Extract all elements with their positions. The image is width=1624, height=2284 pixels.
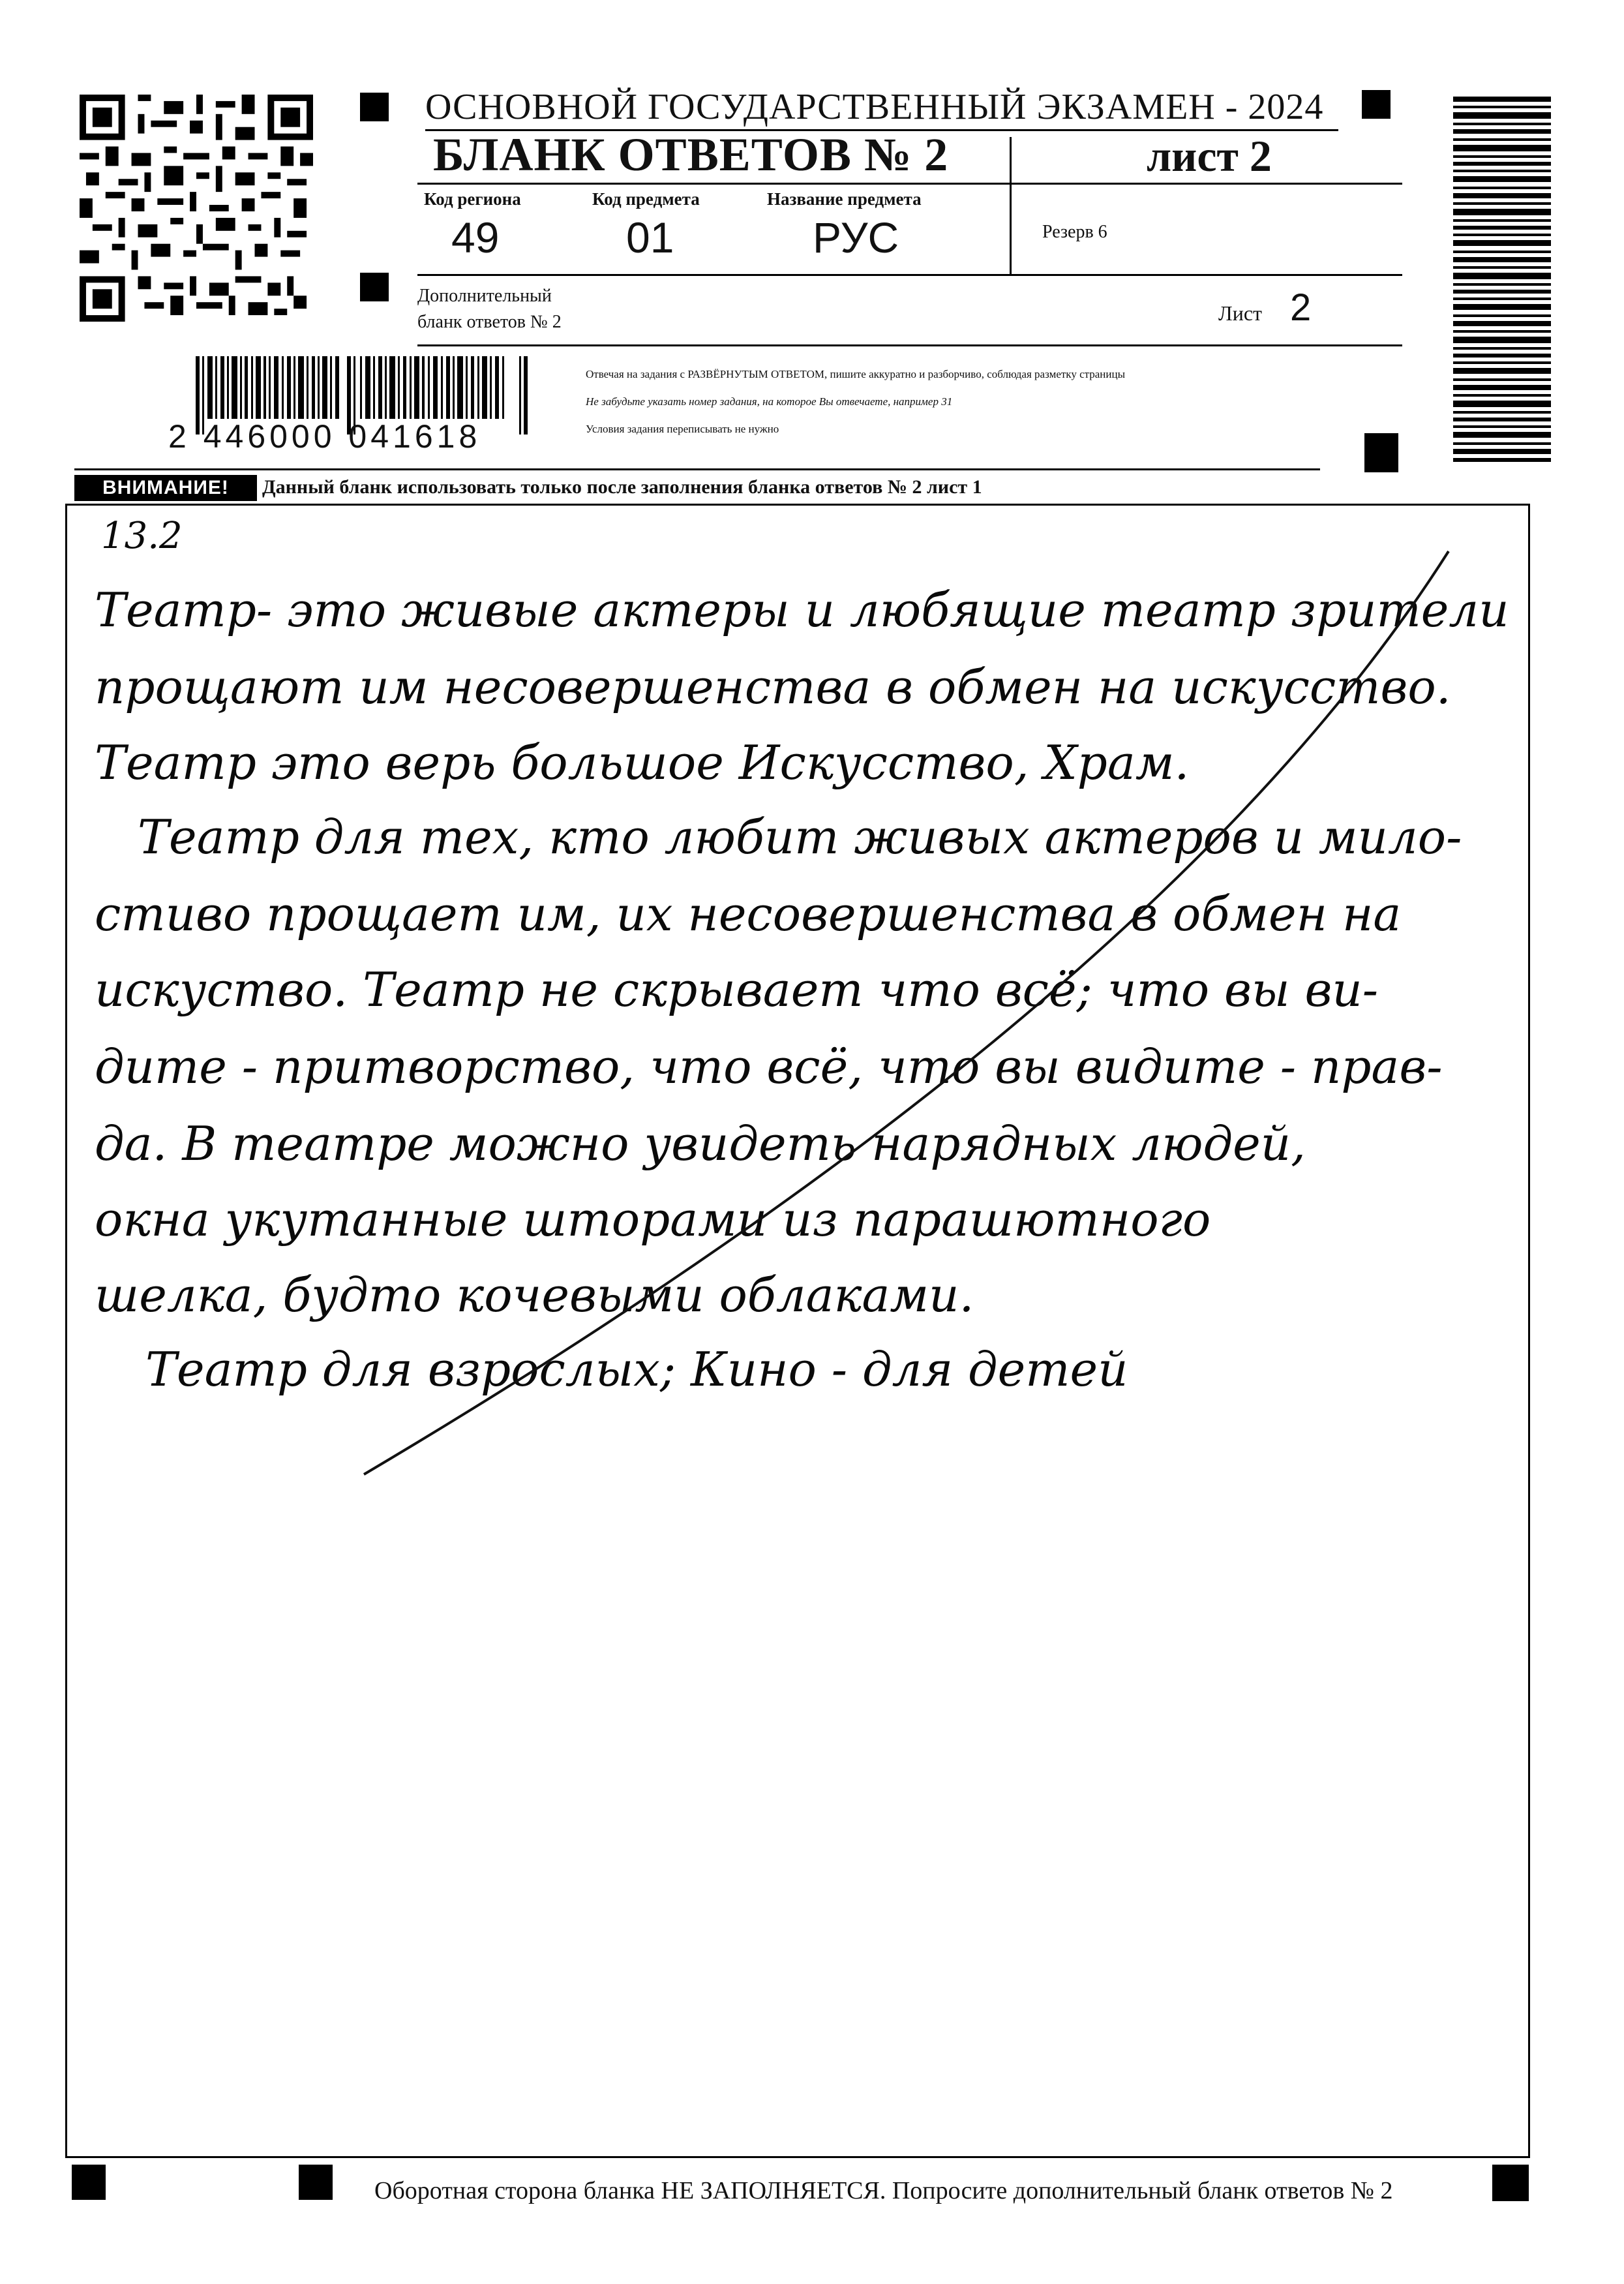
warning-badge: ВНИМАНИЕ! bbox=[74, 475, 257, 501]
task-number: 13.2 bbox=[101, 515, 183, 557]
answer-line-10: шелка, будто кочевыми облаками. bbox=[95, 1268, 974, 1322]
registration-mark-top-left bbox=[360, 93, 389, 121]
additional-form-label-line1: Дополнительный bbox=[417, 286, 552, 306]
registration-mark-bottom-right bbox=[1492, 2165, 1529, 2201]
answer-line-7: дите - притворство, что всё, что вы видите - прав- bbox=[95, 1039, 1443, 1094]
answer-line-3: Театр это верь большое Искусство, Храм. bbox=[95, 735, 1190, 790]
registration-mark-bottom-left bbox=[72, 2165, 106, 2200]
header-rule-bottom bbox=[74, 468, 1320, 470]
answer-line-4: Театр для тех, кто любит живых актеров и мило- bbox=[138, 810, 1462, 864]
instructions-line-3: Условия задания переписывать не нужно bbox=[586, 423, 779, 435]
header-rule-1 bbox=[417, 183, 1402, 185]
instructions-line-1: Отвечая на задания с РАЗВЁРНУТЫМ ОТВЕТОМ, пишите аккуратно и разборчиво, соблюдая разметку страницы bbox=[586, 368, 1126, 380]
header-rule-3 bbox=[417, 344, 1402, 346]
subject-name-value: РУС bbox=[813, 213, 899, 262]
answer-line-6: искуство. Театр не скрывает что всё; что вы ви- bbox=[95, 962, 1379, 1017]
header-divider-vertical bbox=[1010, 137, 1012, 274]
strike-through-line bbox=[67, 506, 1528, 2156]
additional-form-label-line2: бланк ответов № 2 bbox=[417, 312, 562, 332]
warning-text: Данный бланк использовать только после заполнения бланка ответов № 2 лист 1 bbox=[262, 476, 982, 498]
registration-mark-mid-right bbox=[1364, 433, 1398, 472]
footer-note: Оборотная сторона бланка НЕ ЗАПОЛНЯЕТСЯ. Попросите дополнительный бланк ответов № 2 bbox=[374, 2177, 1393, 2204]
subject-name-caption: Название предмета bbox=[767, 189, 922, 209]
answer-line-2: прощают им несовершенства в обмен на искусство. bbox=[95, 660, 1451, 714]
registration-mark-mid-left bbox=[360, 273, 389, 301]
answer-line-8: да. В театре можно увидеть нарядных людей, bbox=[95, 1116, 1306, 1171]
answer-line-5: стиво прощает им, их несовершенства в обмен на bbox=[95, 887, 1402, 941]
barcode-number: 2 446000 041618 bbox=[168, 418, 481, 455]
registration-mark-top-right bbox=[1362, 90, 1391, 119]
form-title: БЛАНК ОТВЕТОВ № 2 bbox=[433, 129, 949, 181]
region-code-caption: Код региона bbox=[424, 189, 521, 209]
qr-code bbox=[80, 94, 313, 322]
side-barcode bbox=[1453, 97, 1551, 462]
answer-line-1: Театр- это живые актеры и любящие театр зрители bbox=[95, 583, 1509, 637]
instructions-line-2: Не забудьте указать номер задания, на которое Вы отвечаете, например 31 bbox=[586, 395, 953, 408]
exam-title: ОСНОВНОЙ ГОСУДАРСТВЕННЫЙ ЭКЗАМЕН - 2024 bbox=[425, 86, 1338, 131]
subject-code-value: 01 bbox=[626, 213, 674, 262]
answer-area bbox=[65, 504, 1530, 2158]
sheet-number-value: 2 bbox=[1290, 286, 1312, 329]
reserve-label: Резерв 6 bbox=[1042, 222, 1107, 242]
subject-code-caption: Код предмета bbox=[592, 189, 700, 209]
region-code-value: 49 bbox=[451, 213, 500, 262]
sheet-label: Лист bbox=[1218, 301, 1263, 325]
answer-line-9: окна укутанные шторами из парашютного bbox=[95, 1192, 1211, 1247]
answer-line-11: Театр для взрослых; Кино - для детей bbox=[145, 1342, 1128, 1397]
header-rule-2 bbox=[417, 274, 1402, 276]
sheet-title: лист 2 bbox=[1147, 131, 1272, 181]
registration-mark-bottom-mid bbox=[299, 2165, 333, 2200]
